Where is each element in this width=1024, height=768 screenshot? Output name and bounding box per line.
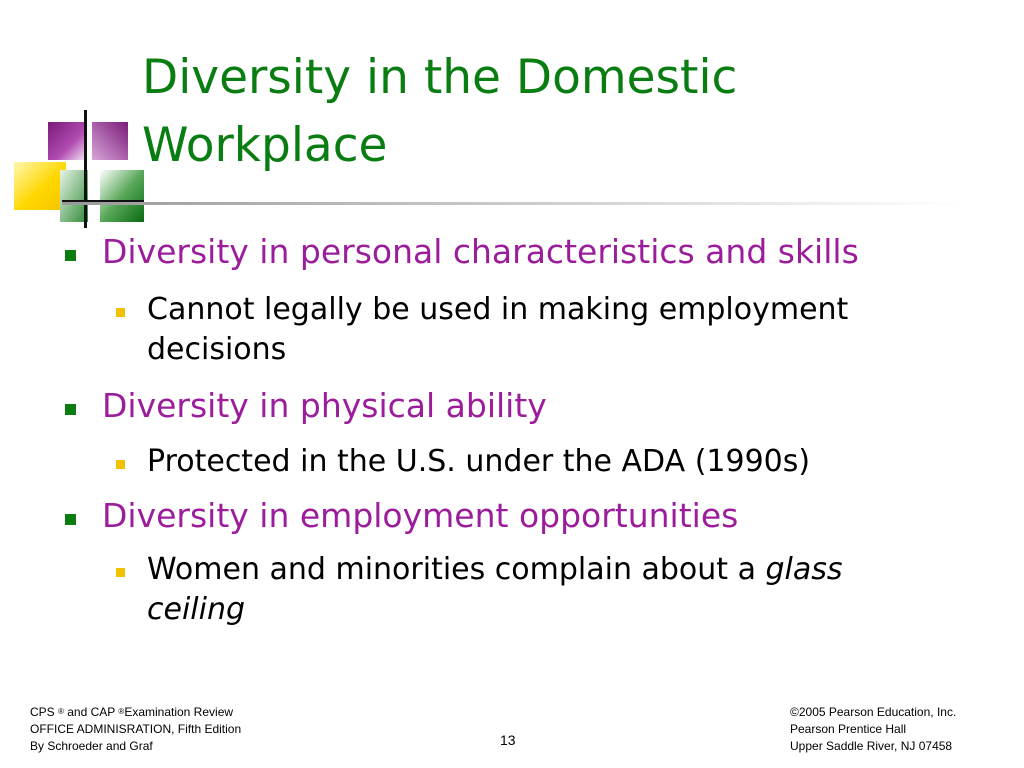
bullet-level2	[147, 550, 967, 630]
title-divider	[62, 202, 962, 205]
slide-number: 13	[500, 732, 516, 748]
bullet-text: Women and minorities complain about a	[147, 552, 766, 587]
footer-right-line-1: ©2005 Pearson Education, Inc.	[790, 705, 957, 719]
bullet-text-line: decisions	[147, 332, 287, 367]
footer-left	[30, 704, 241, 755]
bullet-text-line: Cannot legally be used in making employment	[147, 292, 849, 327]
footer-left-line-3: By Schroeder and Graf	[30, 739, 153, 753]
footer-left-line-2: OFFICE ADMINISRATION, Fifth Edition	[30, 722, 242, 736]
bullet-level2: Protected in the U.S. under the ADA (1990s)	[147, 442, 967, 482]
footer-text: and CAP	[63, 705, 119, 719]
footer-right-line-2: Pearson Prentice Hall	[790, 722, 907, 736]
bullet-level2	[147, 290, 967, 370]
footer-text: CPS	[30, 705, 59, 719]
slide-title	[142, 44, 737, 180]
footer-right	[790, 704, 956, 755]
bullet-level1: Diversity in physical ability	[102, 386, 982, 426]
title-line-2: Workplace	[142, 118, 388, 173]
registered-mark: ®	[58, 707, 64, 716]
footer-text: Examination Review	[124, 705, 234, 719]
title-line-1: Diversity in the Domestic	[142, 50, 738, 105]
bullet-emphasis: ceiling	[147, 592, 246, 627]
bullet-level1: Diversity in personal characteristics and skills	[102, 232, 982, 272]
footer-right-line-3: Upper Saddle River, NJ 07458	[790, 739, 953, 753]
bullet-emphasis: glass	[765, 552, 843, 587]
registered-mark: ®	[118, 707, 125, 716]
footer-left-line-1	[30, 704, 241, 721]
bullet-level1: Diversity in employment opportunities	[102, 496, 982, 536]
